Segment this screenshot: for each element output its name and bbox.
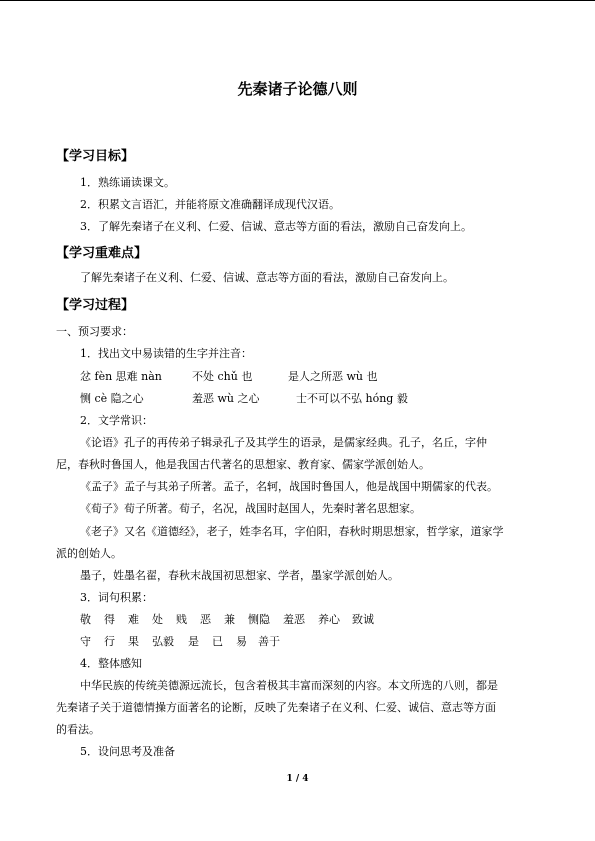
vocab-word: 弘毅: [152, 635, 174, 648]
vocab-word: 恶: [200, 613, 211, 626]
section-heading-goals: 【学习目标】: [56, 149, 135, 164]
goal-item-1: 1．熟练诵读课文。: [80, 176, 175, 189]
paragraph-overview-end: 的看法。: [56, 723, 100, 736]
keypoints-text: 了解先秦诸子在义利、仁爱、信诚、意志等方面的看法，激励自己奋发向上。: [80, 271, 454, 284]
vocab-word: 果: [128, 635, 139, 648]
paragraph-mengzi: 《孟子》孟子与其弟子所著。孟子，名轲，战国时鲁国人，他是战国中期儒家的代表。: [80, 480, 498, 493]
pronunciation-word: 恻 cè 隐之心: [80, 392, 144, 405]
paragraph-xunzi: 《荀子》荀子所著。荀子，名况，战国时赵国人，先秦时著名思想家。: [80, 502, 421, 515]
vocab-word: 羞恶: [283, 613, 305, 626]
preview-item-2: 2．文学常识：: [80, 414, 153, 427]
vocab-word: 得: [104, 613, 115, 626]
preview-heading: 一、预习要求：: [56, 325, 133, 338]
vocab-word: 守: [80, 635, 91, 648]
preview-item-5: 5．设问思考及准备: [80, 745, 175, 758]
paragraph-mozi: 墨子，姓墨名翟，春秋末战国初思想家、学者，墨家学派创始人。: [80, 569, 399, 582]
section-heading-process: 【学习过程】: [56, 298, 135, 313]
page-title: 先秦诸子论德八则: [237, 80, 358, 98]
paragraph-laozi: 《老子》又名《道德经》，老子，姓李名耳，字伯阳，春秋时期思想家，哲学家，道家学: [80, 525, 504, 538]
page-number: 1 / 4: [286, 774, 309, 784]
vocab-word: 致诚: [352, 613, 374, 626]
goal-item-3: 3．了解先秦诸子在义利、仁爱、信诚、意志等方面的看法，激励自己奋发向上。: [80, 220, 472, 233]
paragraph-laozi-continued: 派的创始人。: [56, 547, 122, 560]
section-heading-keypoints: 【学习重难点】: [56, 246, 148, 261]
paragraph-lunyu-continued: 尼，春秋时鲁国人，他是我国古代著名的思想家、教育家、儒家学派创始人。: [56, 458, 430, 471]
pronunciation-word: 不处 chǔ 也: [192, 370, 253, 383]
pronunciation-word: 羞恶 wù 之心: [192, 392, 260, 405]
pronunciation-word: 士不可以不弘 hóng 毅: [296, 392, 408, 405]
vocab-word: 行: [104, 635, 115, 648]
paragraph-lunyu: 《论语》孔子的再传弟子辑录孔子及其学生的语录，是儒家经典。孔子，名丘，字仲: [80, 436, 487, 449]
preview-item-4: 4．整体感知: [80, 657, 142, 670]
preview-item-3: 3．词句积累：: [80, 591, 153, 604]
vocab-word: 处: [152, 613, 163, 626]
top-rule: [0, 0, 595, 1]
preview-item-1: 1．找出文中易读错的生字并注音：: [80, 347, 252, 360]
pronunciation-word: 忿 fèn 思难 nàn: [80, 370, 162, 383]
goal-item-2: 2．积累文言语汇，并能将原文准确翻译成现代汉语。: [80, 198, 340, 211]
vocab-word: 敬: [80, 613, 91, 626]
vocab-word: 已: [212, 635, 223, 648]
pronunciation-word: 是人之所恶 wù 也: [288, 370, 378, 383]
vocab-word: 善于: [258, 635, 280, 648]
vocab-word: 贱: [176, 613, 187, 626]
vocab-word: 养心: [318, 613, 340, 626]
paragraph-overview-continued: 先秦诸子关于道德情操方面著名的论断，反映了先秦诸子在义利、仁爱、诚信、意志等方面: [56, 701, 496, 714]
vocab-word: 难: [128, 613, 139, 626]
vocab-word: 兼: [224, 613, 235, 626]
vocab-word: 恻隐: [248, 613, 270, 626]
vocab-word: 易: [236, 635, 247, 648]
paragraph-overview: 中华民族的传统美德源远流长，包含着极其丰富而深刻的内容。本文所选的八则，都是: [80, 679, 498, 692]
vocab-word: 是: [188, 635, 199, 648]
